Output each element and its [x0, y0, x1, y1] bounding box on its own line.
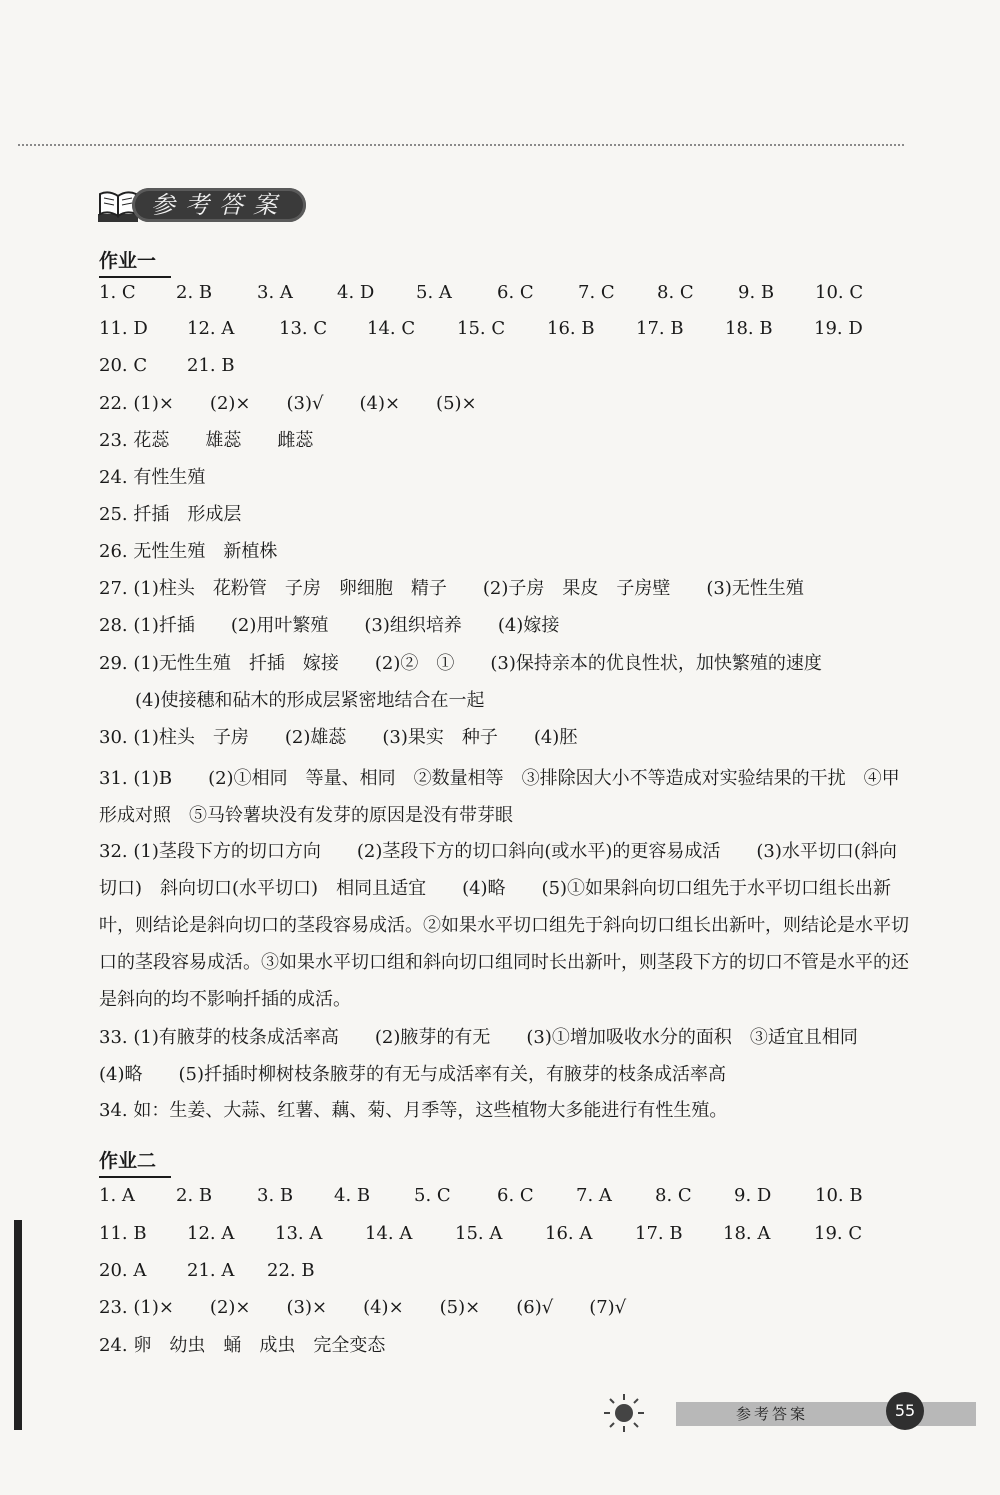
answer-item: 7. C	[578, 282, 615, 303]
answer-24: 24. 有性生殖	[99, 467, 206, 488]
answer-item: 12. A	[187, 1223, 235, 1244]
answer-item: 18. B	[725, 318, 773, 339]
answer-item: 2. B	[176, 1185, 213, 1206]
answer-item: 9. D	[734, 1185, 772, 1206]
answer-item: 8. C	[655, 1185, 692, 1206]
answer-33: 33. (1)有腋芽的枝条成活率高 (2)腋芽的有无 (3)①增加吸收水分的面积 ③适宜且相同 (4)略 (5)扦插时柳树枝条腋芽的有无与成活率有关，有腋芽的枝条成活率高	[99, 1027, 894, 1085]
footer-bar	[676, 1402, 976, 1426]
answer-item: 2. B	[176, 282, 213, 303]
answer-23: 23. 花蕊 雄蕊 雌蕊	[99, 430, 314, 451]
answer-28: 28. (1)扦插 (2)用叶繁殖 (3)组织培养 (4)嫁接	[99, 615, 560, 636]
answer-29-part1: 29. (1)无性生殖 扦插 嫁接 (2)② ① (3)保持亲本的优良性状，加快繁殖的速度	[99, 653, 822, 674]
scan-edge-shadow	[14, 1220, 22, 1430]
answer-item: 15. A	[455, 1223, 503, 1244]
answer-item: 7. A	[576, 1185, 612, 1206]
answer-item: 14. C	[367, 318, 416, 339]
top-dotted-rule	[18, 144, 904, 146]
answer-item: 3. A	[257, 282, 293, 303]
answer-item: 9. B	[738, 282, 775, 303]
answer-item: 16. B	[547, 318, 595, 339]
answer-item: 21. A	[187, 1260, 235, 1281]
answer-item: 4. B	[334, 1185, 371, 1206]
answer-item: 6. C	[497, 282, 534, 303]
hw2-answer-24: 24. 卵 幼虫 蛹 成虫 完全变态	[99, 1335, 386, 1356]
answer-30: 30. (1)柱头 子房 (2)雄蕊 (3)果实 种子 (4)胚	[99, 727, 578, 748]
answer-item: 8. C	[657, 282, 694, 303]
sun-icon	[596, 1392, 656, 1434]
answer-item: 10. C	[815, 282, 864, 303]
answer-item: 12. A	[187, 318, 235, 339]
answer-item: 5. C	[414, 1185, 451, 1206]
footer-label: 参考答案	[736, 1405, 809, 1423]
section-heading-hw1: 作业一	[99, 246, 156, 273]
answer-item: 18. A	[723, 1223, 771, 1244]
page-footer	[596, 1392, 990, 1434]
answer-item: 14. A	[365, 1223, 413, 1244]
answer-item: 20. A	[99, 1260, 147, 1281]
answer-item: 22. B	[267, 1260, 315, 1281]
answer-item: 15. C	[457, 318, 506, 339]
answer-item: 17. B	[635, 1223, 683, 1244]
answer-29-part2: (4)使接穗和砧木的形成层紧密地结合在一起	[135, 690, 485, 711]
answer-26: 26. 无性生殖 新植株	[99, 541, 278, 562]
answer-item: 13. C	[279, 318, 328, 339]
answer-item: 4. D	[337, 282, 375, 303]
banner-title: 参考答案	[151, 191, 287, 219]
answer-27: 27. (1)柱头 花粉管 子房 卵细胞 精子 (2)子房 果皮 子房壁 (3)无性生殖	[99, 578, 804, 599]
answer-item: 19. D	[814, 318, 863, 339]
answer-item: 6. C	[497, 1185, 534, 1206]
page-number: 55	[886, 1392, 924, 1430]
answer-item: 11. B	[99, 1223, 147, 1244]
answer-34: 34. 如：生姜、大蒜、红薯、藕、菊、月季等，这些植物大多能进行有性生殖。	[99, 1100, 728, 1121]
hw2-answer-23: 23. (1)× (2)× (3)× (4)× (5)× (6)√ (7)√	[99, 1297, 627, 1318]
answer-item: 21. B	[187, 355, 235, 376]
section-heading-hw2: 作业二	[99, 1146, 156, 1173]
answer-item: 3. B	[257, 1185, 294, 1206]
answer-item: 5. A	[416, 282, 452, 303]
answer-item: 1. A	[99, 1185, 135, 1206]
answer-item: 1. C	[99, 282, 136, 303]
answer-32: 32. (1)茎段下方的切口方向 (2)茎段下方的切口斜向(或水平)的更容易成活 (3)水平切口(斜向切口) 斜向切口(水平切口) 相同且适宜 (4)略 (5)①如果斜向切口组先于水平切口组长出新叶，则结论是斜向切口的茎段容易成活。②如果水平切口组先于斜向切口组长出新叶，则结论是水平切口的茎段容易成活。③如果水平切口组和斜向切口组同时长出新叶，则茎段下方的切口不管是水平的还是斜向的均不影响扦插的成活。	[99, 841, 909, 1010]
answer-item: 17. B	[636, 318, 684, 339]
answer-25: 25. 扦插 形成层	[99, 504, 242, 525]
answer-31: 31. (1)B (2)①相同 等量、相同 ②数量相等 ③排除因大小不等造成对实验结果的干扰 ④甲 形成对照 ⑤马铃薯块没有发芽的原因是没有带芽眼	[99, 768, 918, 826]
answer-banner	[96, 184, 308, 228]
answer-22: 22. (1)× (2)× (3)√ (4)× (5)×	[99, 393, 477, 414]
answer-item: 11. D	[99, 318, 148, 339]
answer-item: 20. C	[99, 355, 148, 376]
answer-item: 13. A	[275, 1223, 323, 1244]
answer-item: 10. B	[815, 1185, 863, 1206]
answer-item: 16. A	[545, 1223, 593, 1244]
answer-item: 19. C	[814, 1223, 863, 1244]
